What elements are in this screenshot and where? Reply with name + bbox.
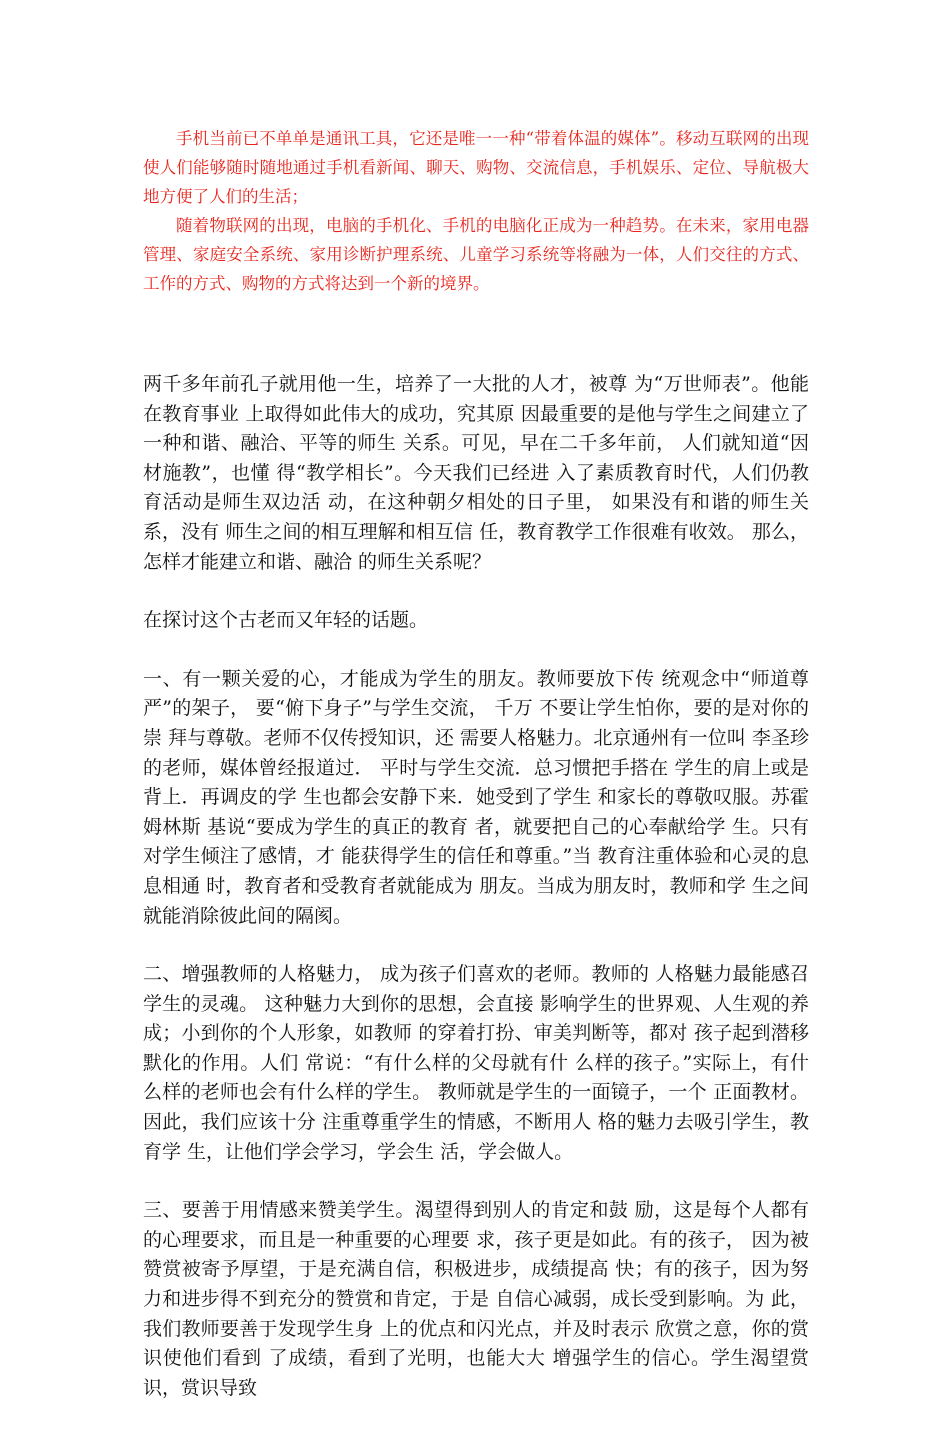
intro-paragraph-2: 随着物联网的出现，电脑的手机化、手机的电脑化正成为一种趋势。在未来，家用电器管理、家庭安全系统、家用诊断护理系统、儿童学习系统等将融为一体，人们交往的方式、工作的方式、购物的方式将达到一个新的境界。 <box>143 216 809 293</box>
article-body <box>143 370 809 1432</box>
body-paragraph-confucius: 两千多年前孔子就用他一生，培养了一大批的人才，被尊 为“万世师表”。他能在教育事业 上取得如此伟大的成功，究其原 因最重要的是他与学生之间建立了一种和谐、融洽、平等的师生 关系。可见，早在二千多年前， 人们就知道“因材施教”，也懂 得“教学相长”。今天我们已经进 入了素质教育时代，人们仍教育活动是师生双边活 动，在这种朝夕相处的日子里， 如果没有和谐的师生关系，没有 师生之间的相互理解和相互信 任，教育教学工作很难有收效。 那么，怎样才能建立和谐、融洽 的师生关系呢？ <box>143 373 809 573</box>
body-paragraph-topic: 在探讨这个古老而又年轻的话题。 <box>143 609 429 632</box>
body-paragraph-point-1: 一、有一颗关爱的心，才能成为学生的朋友。教师要放下传 统观念中“师道尊严”的架子， 要“俯下身子”与学生交流， 千万 不要让学生怕你，要的是对你的崇 拜与尊敬。老师不仅传授知识，还 需要人格魅力。北京通州有一位叫 李圣珍的老师，媒体曾经报道过． 平时与学生交流．总习惯把手搭在 学生的肩上或是背上．再调皮的学 生也都会安静下来．她受到了学生 和家长的尊敬叹服。苏霍姆林斯 基说“要成为学生的真正的教育 者，就要把自己的心奉献给学 生。只有对学生倾注了感情，才 能获得学生的信任和尊重。”当 教育注重体验和心灵的息息相通 时，教育者和受教育者就能成为 朋友。当成为朋友时，教师和学 生之间就能消除彼此间的隔阂。 <box>143 667 809 927</box>
intro-paragraph-1: 手机当前已不单单是通讯工具，它还是唯一一种“带着体温的媒体”。移动互联网的出现使人们能够随时随地通过手机看新闻、聊天、购物、交流信息，手机娱乐、定位、导航极大地方便了人们的生活； <box>143 129 809 206</box>
body-paragraph-point-2: 二、增强教师的人格魅力， 成为孩子们喜欢的老师。教师的 人格魅力最能感召学生的灵魂。 这种魅力大到你的思想，会直接 影响学生的世界观、人生观的养成；小到你的个人形象，如教师 的穿着打扮、审美判断等，都对 孩子起到潜移默化的作用。人们 常说：“有什么样的父母就有什 么样的孩子。”实际上，有什么样的老师也会有什么样的学生。 教师就是学生的一面镜子，一个 正面教材。因此，我们应该十分 注重尊重学生的情感，不断用人 格的魅力去吸引学生，教育学 生，让他们学会学习，学会生 活，学会做人。 <box>143 963 809 1163</box>
intro-section <box>143 124 809 298</box>
body-paragraph-point-3: 三、要善于用情感来赞美学生。渴望得到别人的肯定和鼓 励，这是每个人都有的心理要求，而且是一种重要的心理要 求，孩子更是如此。有的孩子， 因为被赞赏被寄予厚望，于是充满自信，积极进步，成绩提高 快；有的孩子，因为努力和进步得不到充分的赞赏和肯定，于是 自信心减弱，成长受到影响。为 此，我们教师要善于发现学生身 上的优点和闪光点，并及时表示 欣赏之意，你的赏识使他们看到 了成绩，看到了光明，也能大大 增强学生的信心。学生渴望赏 识，赏识导致 <box>143 1199 809 1399</box>
